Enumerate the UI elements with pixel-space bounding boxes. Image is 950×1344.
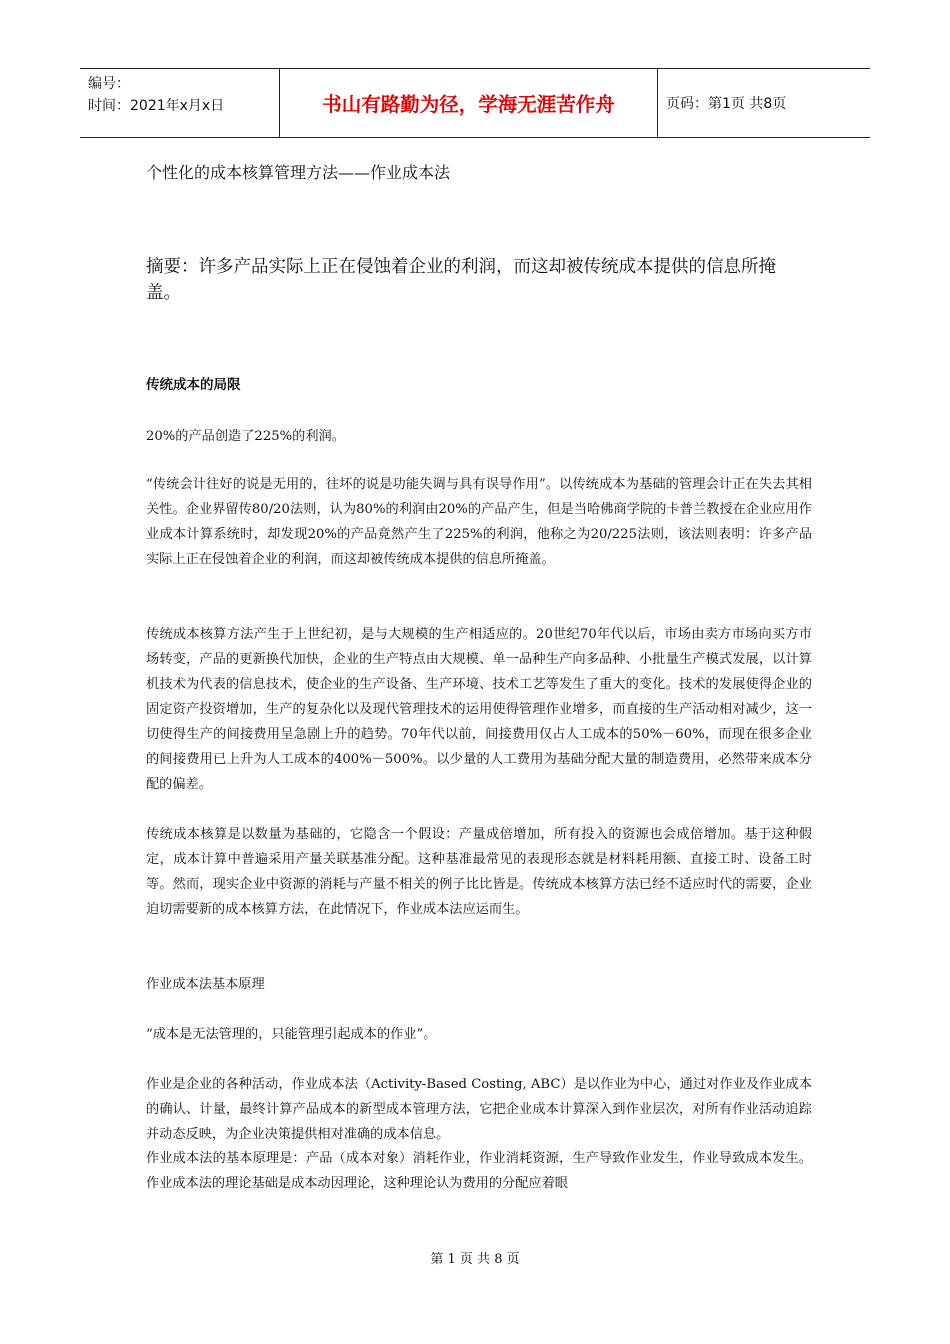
header-time-label: 时间：2021年x月x日 xyxy=(88,98,225,114)
header-number-label: 编号： xyxy=(88,76,130,92)
page-footer: 第 1 页 共 8 页 xyxy=(430,1252,520,1267)
page-header xyxy=(80,68,870,138)
paragraph-7: 作业是企业的各种活动，作业成本法（Activity-Based Costing, ABC）是以作业为中心，通过对作业及作业成本的确认、计量，最终计算产品成本的新型成本管理方法，它把企业成本计算深入到作业层次，对所有作业活动追踪并动态反映，为企业决策提供相对准确的成本信息。 xyxy=(146,1077,812,1142)
paragraph-1: 20%的产品创造了225%的利润。 xyxy=(146,429,345,444)
header-motto: 书山有路勤为径，学海无涯苦作舟 xyxy=(280,69,658,137)
paragraph-3: 传统成本核算方法产生于上世纪初，是与大规模的生产相适应的。20世纪70年代以后，市场由卖方市场向买方市场转变，产品的更新换代加快，企业的生产特点由大规模、单一品种生产向多品种、小批量生产模式发展，以计算机技术为代表的信息技术，使企业的生产设备、生产环境、技术工艺等发生了重大的变化。技术的发展使得企业的固定资产投资增加，生产的复杂化以及现代管理技术的运用使得管理作业增多，而直接的生产活动相对减少，这一切使得生产的间接费用呈急剧上升的趋势。70年代以前，间接费用仅占人工成本的50%－60%，而现在很多企业的间接费用已上升为人工成本的400%－500%。以少量的人工费用为基础分配大量的制造费用，必然带来成本分配的偏差。 xyxy=(146,627,812,792)
paragraph-6: “成本是无法管理的，只能管理引起成本的作业”。 xyxy=(146,1027,437,1042)
section-heading: 传统成本的局限 xyxy=(146,377,241,393)
paragraph-2: “传统会计往好的说是无用的，往坏的说是功能失调与具有误导作用”。以传统成本为基础的管理会计正在失去其相关性。企业界留传80/20法则，认为80%的利润由20%的产品产生，但是当哈佛商学院的卡普兰教授在企业应用作业成本计算系统时，却发现20%的产品竟然产生了225%的利润，他称之为20/225法则，该法则表明：许多产品实际上正在侵蚀着企业的利润，而这却被传统成本提供的信息所掩盖。 xyxy=(146,477,812,567)
paragraph-4: 传统成本核算是以数量为基础的，它隐含一个假设：产量成倍增加，所有投入的资源也会成倍增加。基于这种假定，成本计算中普遍采用产量关联基准分配。这种基准最常见的表现形态就是材料耗用额、直接工时、设备工时等。然而，现实企业中资源的消耗与产量不相关的例子比比皆是。传统成本核算方法已经不适应时代的需要，企业迫切需要新的成本核算方法，在此情况下，作业成本法应运而生。 xyxy=(146,827,812,917)
paragraph-5: 作业成本法基本原理 xyxy=(146,977,265,992)
paragraph-8: 作业成本法的基本原理是：产品（成本对象）消耗作业，作业消耗资源，生产导致作业发生，作业导致成本发生。作业成本法的理论基础是成本动因理论，这种理论认为费用的分配应着眼 xyxy=(146,1151,812,1191)
header-page-info: 页码：第1页 共8页 xyxy=(666,96,787,112)
header-meta xyxy=(80,69,280,137)
abstract: 摘要：许多产品实际上正在侵蚀着企业的利润，而这却被传统成本提供的信息所掩盖。 xyxy=(146,257,776,303)
document-title: 个性化的成本核算管理方法——作业成本法 xyxy=(146,163,451,182)
